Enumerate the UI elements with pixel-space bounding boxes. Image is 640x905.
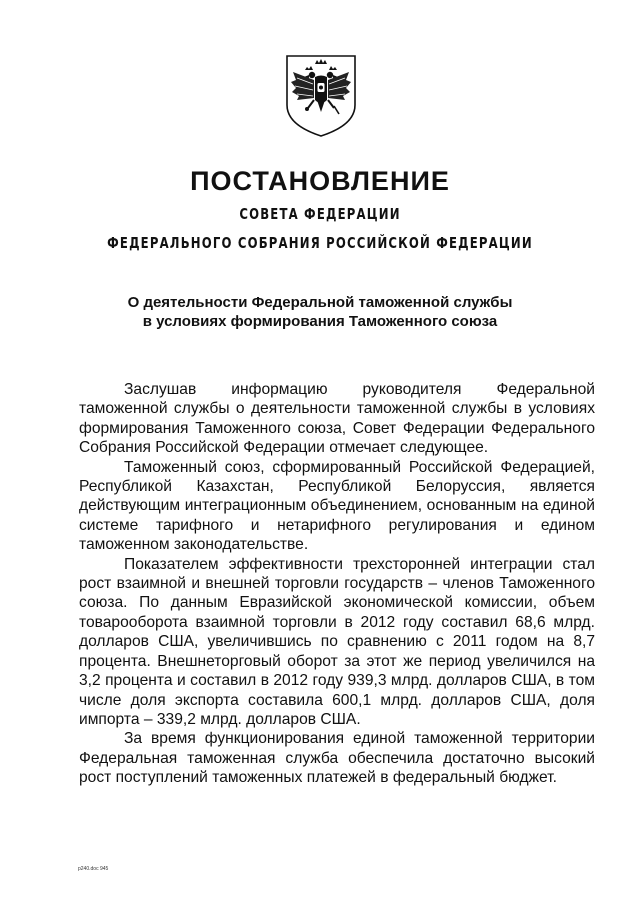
file-reference: p240.doc 945 (78, 866, 109, 872)
issuer-line-1: СОВЕТА ФЕДЕРАЦИИ (239, 205, 401, 223)
document-title: ПОСТАНОВЛЕНИЕ (190, 166, 450, 196)
body-paragraph: Заслушав информацию руководителя Федеральной таможенной службы о деятельности таможенной службы в условиях формирования Таможенного союза, Совет Федерации Федерального Собрания Российской Федерации отмечает следующее. (79, 381, 595, 457)
subject-line-2: в условиях формирования Таможенного союза (142, 313, 498, 330)
body-paragraph: Показателем эффективности трехсторонней интеграции стал рост взаимной и внешней торговли государств – членов Таможенного союза. По данным Евразийской экономической комиссии, объем товарооборота взаимной торговли в 2012 году составил 68,6 млрд. долларов США, увеличившись по сравнению с 2011 годом на 8,7 процента. Внешнеторговый оборот за этот же период увеличился на 3,2 процента и составил в 2012 году 939,3 млрд. долларов США, в том числе доля экспорта составила 600,1 млрд. долларов США, доля импорта – 339,2 млрд. долларов США. (79, 555, 595, 728)
body-paragraph: За время функционирования единой таможенной территории Федеральная таможенная служба обеспечила достаточно высокий рост поступлений таможенных платежей в федеральный бюджет. (79, 730, 595, 787)
issuer-line-2: ФЕДЕРАЛЬНОГО СОБРАНИЯ РОССИЙСКОЙ ФЕДЕРАЦИИ (107, 234, 533, 252)
document-body (79, 380, 595, 788)
body-paragraph: Таможенный союз, сформированный Российской Федерацией, Республикой Казахстан, Республикой Белоруссия, является действующим интеграционным объединением, основанным на единой системе тарифного и нетарифного регулирования и едином таможенном законодательстве. (79, 458, 595, 554)
coat-of-arms-icon (281, 50, 361, 140)
subject-line-1: О деятельности Федеральной таможенной службы (127, 294, 513, 311)
document-subject (0, 293, 640, 331)
